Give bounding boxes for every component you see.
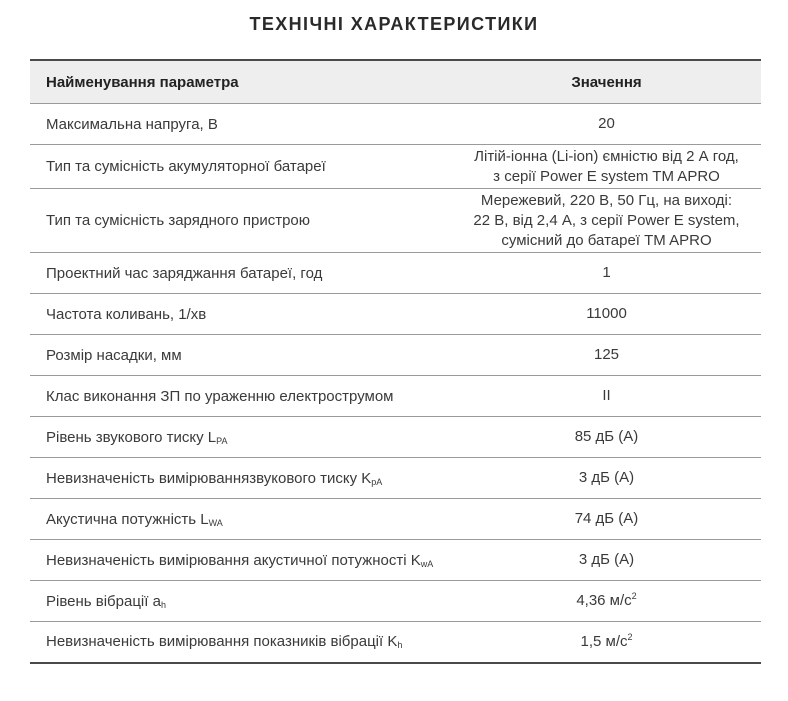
row-value: Мережевий, 220 В, 50 Гц, на виході: 22 В, від 2,4 А, з серії Power E system, сумісний до батареї TM APRO — [452, 189, 761, 253]
row-param: Розмір насадки, мм — [30, 335, 452, 376]
row-value: 3 дБ (A) — [452, 458, 761, 499]
row-param: Невизначеність вимірювання акустичної потужності $K_{wA}$ — [30, 540, 452, 581]
spec-table — [30, 59, 761, 664]
table-row — [30, 458, 761, 499]
row-param: Тип та сумісність зарядного пристрою — [30, 189, 452, 253]
row-param: Максимальна напруга, В — [30, 104, 452, 145]
row-param: Акустична потужність $L_{WA}$ — [30, 499, 452, 540]
row-param: Частота коливань, 1/хв — [30, 294, 452, 335]
page-title: ТЕХНІЧНІ ХАРАКТЕРИСТИКИ — [249, 14, 539, 34]
header-param: Найменування параметра — [30, 60, 452, 104]
table-row — [30, 581, 761, 622]
table-row — [30, 104, 761, 145]
table-row — [30, 376, 761, 417]
row-value: 11000 — [452, 294, 761, 335]
row-value: 1 — [452, 253, 761, 294]
table-row — [30, 253, 761, 294]
row-param: Рівень звукового тиску $L_{PA}$ — [30, 417, 452, 458]
row-param: Проектний час заряджання батареї, год — [30, 253, 452, 294]
table-row — [30, 145, 761, 189]
row-value: II — [452, 376, 761, 417]
row-param: Тип та сумісність акумуляторної батареї — [30, 145, 452, 189]
row-value: 3 дБ (A) — [452, 540, 761, 581]
row-value: 4,36 $м/с^2$ — [452, 581, 761, 622]
table-row — [30, 335, 761, 376]
header-value: Значення — [452, 60, 761, 104]
row-param: Невизначеність вимірюваннязвукового тиску $K_{pA}$ — [30, 458, 452, 499]
row-value: Літій-іонна (Li-ion) ємністю від 2 А год, з серії Power E system TM APRO — [452, 145, 761, 189]
row-value: 74 дБ (A) — [452, 499, 761, 540]
row-param: Невизначеність вимірювання показників вібрації $K_h$ — [30, 622, 452, 663]
table-row — [30, 294, 761, 335]
table-row — [30, 189, 761, 253]
table-row — [30, 499, 761, 540]
row-value: 85 дБ (A) — [452, 417, 761, 458]
row-value: 20 — [452, 104, 761, 145]
row-value: 125 — [452, 335, 761, 376]
table-row — [30, 540, 761, 581]
row-value: 1,5 $м/с^2$ — [452, 622, 761, 663]
table-row — [30, 622, 761, 663]
row-param: Рівень вібрації $a_h$ — [30, 581, 452, 622]
table-row — [30, 417, 761, 458]
row-param: Клас виконання ЗП по ураженню електрострумом — [30, 376, 452, 417]
table-header-row — [30, 60, 761, 104]
